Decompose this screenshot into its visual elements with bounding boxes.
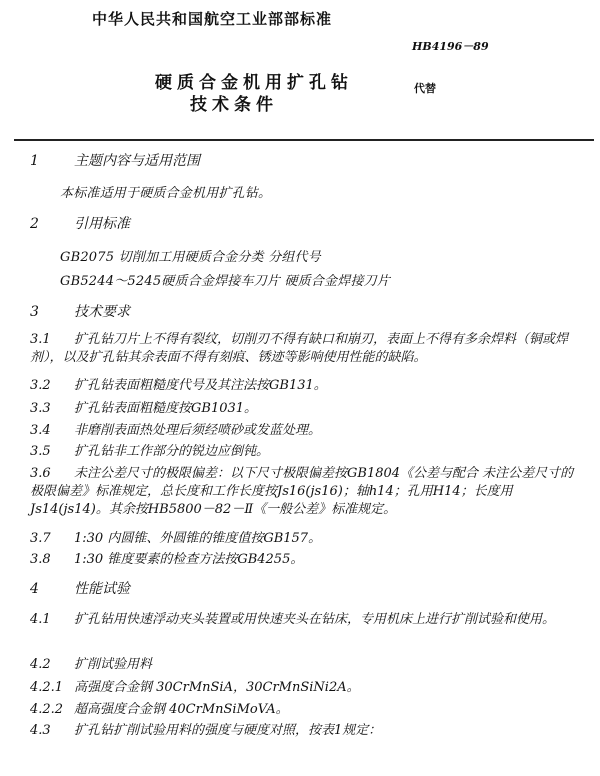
clause: 3.1 扩孔钻刀片上不得有裂纹，切削刃不得有缺口和崩刃，表面上不得有多余焊料（铜或焊剂），以及扩孔钻其余表面不得有刻痕、锈迹等影响使用性能的缺陷。 (30, 332, 569, 365)
section-heading: 4 性能试验 (30, 581, 130, 597)
clause: 4.2.1 高强度合金钢 30CrMnSiA，30CrMnSiNi2A。 (30, 680, 360, 695)
clause: 3.7 1:30 内圆锥、外圆锥的锥度值按GB157。 (30, 531, 322, 546)
section-text: 本标准适用于硬质合金机用扩孔钻。 (60, 186, 272, 201)
section-heading: 3 技术要求 (30, 304, 130, 320)
document-title: 硬质合金机用扩孔钻 (155, 73, 353, 93)
header-divider (14, 139, 594, 141)
clause: 3.5 扩孔钻非工作部分的锐边应倒钝。 (30, 444, 270, 459)
clause: 3.8 1:30 锥度要素的检查方法按GB4255。 (30, 552, 304, 567)
clause: 3.3 扩孔钻表面粗糙度按GB1031。 (30, 401, 258, 416)
clause: 4.2.2 超高强度合金钢 40CrMnSiMoVA。 (30, 702, 289, 717)
clause: 4.1 扩孔钻用快速浮动夹头装置或用快速夹头在钻床，专用机床上进行扩削试验和使用。 (30, 612, 556, 627)
clause: 3.6 未注公差尺寸的极限偏差：以下尺寸极限偏差按GB1804《公差与配合 未注公差尺寸的极限偏差》标准规定，总长度和工作长度按Js16(js16)；轴h14；孔用H14；长度用Js14(js14)。其余按HB5800－82－Ⅱ《一般公差》标准规定。 (30, 466, 574, 517)
standard-organization: 中华人民共和国航空工业部部标准 (92, 10, 333, 28)
clause: 4.3 扩孔钻扩削试验用料的强度与硬度对照，按表1规定： (30, 723, 382, 738)
reference-standard: GB5244～5245硬质合金焊接车刀片 硬质合金焊接刀片 (60, 274, 391, 289)
clause: 3.2 扩孔钻表面粗糙度代号及其注法按GB131。 (30, 378, 327, 393)
document-subtitle: 技术条件 (190, 95, 278, 115)
standard-number: HB4196－89 (412, 40, 489, 53)
reference-standard: GB2075 切削加工用硬质合金分类 分组代号 (60, 250, 321, 265)
replaces-label: 代替 (414, 82, 436, 95)
section-heading: 2 引用标准 (30, 216, 130, 232)
section-heading: 1 主题内容与适用范围 (30, 153, 200, 169)
clause: 4.2 扩削试验用料 (30, 657, 153, 672)
clause: 3.4 非磨削表面热处理后须经喷砂或发蓝处理。 (30, 423, 322, 438)
